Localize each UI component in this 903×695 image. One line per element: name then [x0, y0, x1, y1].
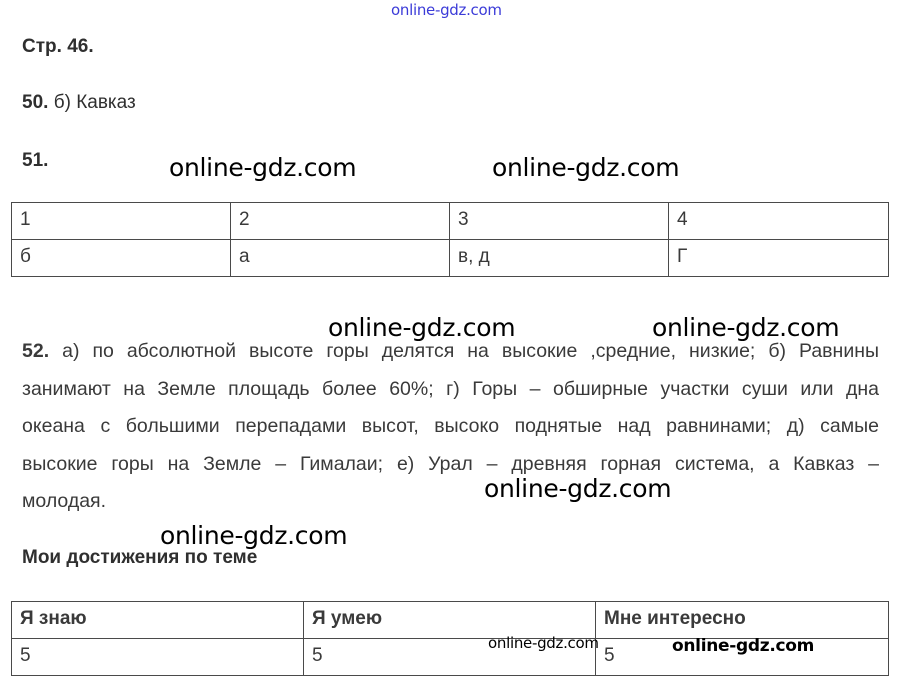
question-number: 52.: [22, 340, 50, 362]
question-number: 50.: [22, 92, 49, 113]
watermark: online-gdz.com: [672, 636, 815, 656]
table-cell: 3: [450, 203, 669, 240]
table-cell: 5: [304, 639, 596, 676]
watermark: online-gdz.com: [488, 634, 599, 652]
table-header-row: [12, 602, 889, 639]
watermark: online-gdz.com: [484, 474, 672, 503]
table-row: [12, 240, 889, 277]
watermark: online-gdz.com: [169, 153, 357, 182]
table-cell: в, д: [450, 240, 669, 277]
achievements-title: Мои достижения по теме: [22, 547, 258, 568]
watermark: online-gdz.com: [328, 313, 516, 342]
table-cell: Я знаю: [12, 602, 304, 639]
page-reference: Стр. 46.: [22, 36, 94, 57]
watermark: online-gdz.com: [160, 521, 348, 550]
table-cell: 4: [669, 203, 889, 240]
watermark: online-gdz.com: [492, 153, 680, 182]
question-52: [22, 333, 879, 521]
table-cell: Г: [669, 240, 889, 277]
question-50: [22, 92, 136, 114]
answer-table-51: [11, 202, 889, 277]
table-cell: 5: [596, 639, 889, 676]
table-cell: а: [231, 240, 450, 277]
table-cell: 5: [12, 639, 304, 676]
table-header-row: [12, 203, 889, 240]
table-cell: 2: [231, 203, 450, 240]
table-cell: б: [12, 240, 231, 277]
answer-text: а) по абсолютной высоте горы делятся на высокие ,средние, низкие; б) Равнины занимают на Земле площадь более 60%; г) Горы – обширные участки суши или дна океана с большими перепадами высот, высоко поднятые над равнинами; д) самые высокие горы на Земле – Гималаи; е) Урал – древняя горная система, а Кавказ – молодая.: [22, 340, 879, 512]
watermark-top: online-gdz.com: [391, 1, 502, 19]
table-cell: Я умею: [304, 602, 596, 639]
question-51-number: 51.: [22, 150, 49, 171]
table-cell: 1: [12, 203, 231, 240]
answer-text: б) Кавказ: [53, 92, 136, 113]
watermark: online-gdz.com: [652, 313, 840, 342]
table-cell: Мне интересно: [596, 602, 889, 639]
